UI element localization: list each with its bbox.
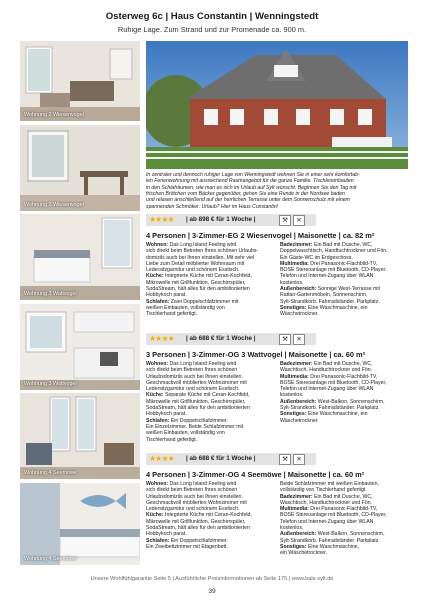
detail-text: ein Wäschetrockner. xyxy=(280,550,327,557)
detail-text: Separate Küche mit Ceran-Kochfeld, xyxy=(163,392,250,399)
detail-text: Eine Waschmaschine, xyxy=(306,543,360,550)
detail-text: Beide Schlafzimmer mit weißen Einbauten, xyxy=(280,481,379,487)
detail-text: BOSE Stereoanlage mit Bluetooth, CD-Player, xyxy=(280,512,387,519)
detail-text: Urlaubsdomizils auch bei Ihnen einstellen. xyxy=(146,493,243,500)
detail-text: Das Long Island Feeling wird xyxy=(168,481,237,487)
detail-block xyxy=(280,261,408,286)
apartment-details-left xyxy=(146,481,274,550)
detail-text: BOSE Stereoanlage mit Bluetooth, CD-Player. xyxy=(280,267,387,274)
detail-text: Ledersitzgarnitur und schönem Esstisch. xyxy=(146,386,240,393)
detail-text: West-Balkon, Sonnenschirm, xyxy=(316,531,385,538)
detail-text: Rattan-Gartenmöbeln, Sonnenschirm, xyxy=(280,292,368,299)
intro-text xyxy=(146,172,408,210)
photo-bedroom xyxy=(20,214,140,300)
intro-line: in den Schlafräumen, wie man es sich im Urlaub auf Sylt wünscht. Beginnen Sie den Tag mit xyxy=(146,184,357,191)
price-label: | ab 688 € für 1 Woche | xyxy=(186,335,256,342)
detail-text: Waschtisch, Handtuchtrockner und Fön. xyxy=(280,367,373,374)
sauna-chair-icon: ⚒ xyxy=(279,215,291,226)
intro-line: frischen Brötchen vom Bäcker gegenüber, gehen Sie eine Runde in der Nordsee baden xyxy=(146,191,345,198)
detail-text: Ein Bad mit Dusche, WC, xyxy=(312,493,373,500)
apartment-details-left xyxy=(146,242,274,318)
detail-text: Tischlerhand gefertigt. xyxy=(146,311,198,318)
intro-line: spannenden Schmöker. Urlaub? Hier im Haus Constantin! xyxy=(146,203,279,210)
detail-block xyxy=(280,374,408,399)
detail-block xyxy=(146,299,274,318)
apartment-title: 4 Personen | 3-Zimmer-OG 4 Seemöwe | Maisonette | ca. 60 m² xyxy=(146,470,365,479)
page-number: 39 xyxy=(208,588,216,595)
detail-label: Außenbereich: xyxy=(280,531,317,538)
detail-text: Ein Doppelschlafzimmer. xyxy=(169,417,228,424)
detail-text: SodaStream, hält alles für den ambitionierten xyxy=(146,405,250,412)
photo-caption: Wohnung 3 Wattvogel xyxy=(24,381,77,387)
detail-text: Hobbykoch parat. xyxy=(146,531,187,538)
photo-living-room xyxy=(20,41,140,121)
detail-label: Außenbereich: xyxy=(280,398,317,405)
detail-text: Geschmackvoll möbliertes Wohnzimmer mit xyxy=(146,499,247,506)
detail-label: Badezimmer: xyxy=(280,242,313,248)
detail-text: Ledersitzgarnitur und schönem Esstisch. xyxy=(146,506,240,513)
photo-bedroom-fish-art xyxy=(20,483,140,565)
detail-text: Ein Gäste-WC im Erdgeschoss. xyxy=(280,254,353,261)
detail-block xyxy=(146,361,274,392)
detail-text: weißen Einbauten, vollständig von xyxy=(146,430,225,437)
detail-label: Sonstiges: xyxy=(280,304,307,311)
pet-allowed-icon: ✕ xyxy=(293,334,305,345)
apartment-details-right xyxy=(280,361,408,424)
detail-text: domizils auch bei Ihnen einstellen. Mit sehr viel xyxy=(146,254,255,261)
photo-dining-room xyxy=(20,125,140,211)
page-subtitle: Ruhige Lage. Zum Strand und zur Promenade ca. 900 m. xyxy=(117,25,307,34)
detail-block xyxy=(280,494,408,507)
detail-text: Telefon und Internet-Zugang über WLAN xyxy=(280,273,374,280)
detail-text: Das Long Island Feeling wird xyxy=(168,242,237,248)
pet-allowed-icon: ✕ xyxy=(293,215,305,226)
detail-text: Ein Doppelschlafzimmer. xyxy=(169,537,228,544)
detail-block xyxy=(146,512,274,537)
detail-text: Ein Bad mit Dusche, WC, xyxy=(312,242,373,248)
detail-text: Eine Waschmaschine, ein xyxy=(306,411,368,418)
detail-text: Geschmackvoll möbliertes Wohnzimmer mit xyxy=(146,379,247,386)
photo-kitchen xyxy=(20,304,140,390)
detail-label: Badezimmer: xyxy=(280,361,313,367)
detail-text: kostenlos. xyxy=(280,392,304,399)
detail-text: Sonnige West-Terrasse mit xyxy=(316,286,380,293)
detail-text: Sylt-Strandkorb. Fahrradständer. Parkplatz. xyxy=(280,537,380,544)
detail-text: sich direkt beim Betreten Ihres schönen xyxy=(146,367,238,374)
detail-label: Küche: xyxy=(146,273,164,280)
detail-text: SodaStream, hält alles für den ambitionierten xyxy=(146,286,250,293)
detail-label: Wohnen: xyxy=(146,361,169,367)
star-rating: ★★★★ xyxy=(149,215,174,224)
detail-text: BOSE Stereoanlage mit Bluetooth, CD-Player, xyxy=(280,379,387,386)
apartment-details-right xyxy=(280,481,408,557)
detail-label: Multimedia: xyxy=(280,373,309,380)
detail-label: Schlafen: xyxy=(146,537,170,544)
detail-text: Tischlerhand gefertigt. xyxy=(146,436,198,443)
detail-block xyxy=(146,538,274,551)
detail-text: Sylt-Strandkorb. Fahrradständer. Parkplatz. xyxy=(280,298,380,305)
price-label: | ab 688 € für 1 Woche | xyxy=(186,455,256,462)
detail-label: Wohnen: xyxy=(146,242,169,248)
detail-text: Ein Bad mit Dusche, WC, xyxy=(312,361,373,367)
detail-text: SodaStream, hält alles für den ambitionierten xyxy=(146,525,250,532)
apartment-details-right xyxy=(280,242,408,318)
star-rating: ★★★★ xyxy=(149,454,174,463)
rating-price-bar xyxy=(146,214,316,226)
detail-text: Telefon und Internet-Zugang über WLAN xyxy=(280,518,374,525)
detail-block xyxy=(280,399,408,412)
detail-block xyxy=(146,481,274,512)
detail-text: Urlaubsdomizils auch bei Ihnen einstellen. xyxy=(146,373,243,380)
detail-block xyxy=(280,242,408,261)
detail-text: Hobbykoch parat. xyxy=(146,292,187,299)
detail-text: Eine Waschmaschine, ein xyxy=(306,304,368,311)
detail-text: sich direkt beim Betreten Ihres schönen Urlaubs- xyxy=(146,248,259,255)
detail-label: Wohnen: xyxy=(146,481,169,487)
detail-text: Das Long Island Feeling wird xyxy=(168,361,237,367)
detail-text: kostenlos. xyxy=(280,525,304,532)
detail-label: Küche: xyxy=(146,512,164,519)
apartment-details-left xyxy=(146,361,274,443)
detail-block xyxy=(146,273,274,298)
page-footer: Unsere Wohlfühlgarantie Seite 5 | Ausführliche Preisinformationen ab Seite 175 | www.bals-sylt.de xyxy=(90,576,334,582)
detail-text: sich direkt beim Betreten Ihres schönen xyxy=(146,487,238,494)
photo-caption: Wohnung 3 Wattvogel xyxy=(24,291,77,297)
detail-text: Zwei Doppelschlafzimmer mit xyxy=(169,298,239,305)
photo-house-exterior xyxy=(146,41,408,169)
detail-text: Mikrowelle mit Grillfunktion, Geschirrspüler, xyxy=(146,518,246,525)
detail-text: Drei Panasonic-Flachbild-TV, xyxy=(308,260,378,267)
detail-text: Wäschetrockner. xyxy=(280,311,319,318)
photo-caption: Wohnung 2 Wiesenvogel xyxy=(24,112,84,118)
detail-text: Drei Panasonic-Flachbild-TV, xyxy=(308,506,378,513)
detail-label: Sonstiges: xyxy=(280,411,307,418)
detail-block xyxy=(280,481,408,494)
detail-text: West-Balkon, Sonnenschirm, xyxy=(316,398,385,405)
detail-text: kostenlos. xyxy=(280,279,304,286)
detail-text: Wäschetrockner. xyxy=(280,417,319,424)
detail-block xyxy=(280,305,408,318)
detail-text: Ein Einzelzimmer. Beide Schlafzimmer mit xyxy=(146,423,244,430)
star-rating: ★★★★ xyxy=(149,334,174,343)
rating-price-bar xyxy=(146,333,316,345)
detail-block xyxy=(280,286,408,305)
detail-block xyxy=(280,531,408,544)
intro-line: und relaxen anschließend auf der herrlichen Terrasse unter dem Sonnenschutz mit einem xyxy=(146,197,350,204)
apartment-title: 3 Personen | 3-Zimmer-OG 3 Wattvogel | Maisonette | ca. 60 m² xyxy=(146,350,366,359)
rating-price-bar xyxy=(146,453,316,465)
detail-text: Mikrowelle mit Grillfunktion, Geschirrspüler, xyxy=(146,279,246,286)
detail-block xyxy=(280,506,408,531)
detail-label: Multimedia: xyxy=(280,506,309,513)
detail-block xyxy=(280,361,408,374)
price-label: | ab 898 € für 1 Woche | xyxy=(186,216,256,223)
detail-text: Telefon und Internet-Zugang über WLAN xyxy=(280,386,374,393)
detail-text: Integrierte Küche mit Ceran-Kochfeld, xyxy=(163,512,252,519)
detail-label: Badezimmer: xyxy=(280,493,313,500)
photo-caption: Wohnung 4 Seemöwe xyxy=(24,470,77,476)
sauna-chair-icon: ⚒ xyxy=(279,334,291,345)
detail-block xyxy=(280,411,408,424)
detail-text: Liebe zum Detail möblierter Wohnraum mit xyxy=(146,260,245,267)
detail-text: Drei Panasonic-Flachbild-TV, xyxy=(308,373,378,380)
detail-label: Schlafen: xyxy=(146,298,170,305)
sauna-chair-icon: ⚒ xyxy=(279,454,291,465)
photo-caption: Wohnung 2 Wiesenvogel xyxy=(24,202,84,208)
detail-block xyxy=(146,242,274,273)
page-title: Osterweg 6c | Haus Constantin | Wenningstedt xyxy=(105,11,319,22)
detail-label: Außenbereich: xyxy=(280,286,317,293)
detail-label: Sonstiges: xyxy=(280,543,307,550)
intro-line: len Ferienwohnung mit ausreichend Raumangebot für die ganze Familie. Tischlereinbauten xyxy=(146,178,354,185)
detail-text: vollständig von Tischlerhand gefertigt. xyxy=(280,487,367,494)
detail-text: Sylt-Strandkorb. Fahrradständer. Parkplatz. xyxy=(280,405,380,412)
detail-block xyxy=(146,392,274,417)
detail-block xyxy=(146,418,274,443)
photo-caption: Wohnung 4 Seemöwe xyxy=(24,556,77,562)
detail-text: Ledersitzgarnitur und schönem Esstisch. xyxy=(146,267,240,274)
detail-text: Doppelwaschtisch, Handtuchtrockner und Fön. xyxy=(280,248,388,255)
detail-text: Integrierte Küche mit Ceran-Kochfeld, xyxy=(163,273,252,280)
detail-text: Hobbykoch parat. xyxy=(146,411,187,418)
detail-label: Schlafen: xyxy=(146,417,170,424)
detail-text: Mikrowelle mit Grillfunktion, Geschirrspüler, xyxy=(146,398,246,405)
detail-text: weißen Einbauten, vollständig von xyxy=(146,304,225,311)
detail-label: Multimedia: xyxy=(280,260,309,267)
intro-line: In zentraler und dennoch ruhiger Lage von Wenningstedt wohnen Sie in einer sehr komfortab- xyxy=(146,172,360,178)
detail-text: Ein Zweibettzimmer mit Etagenbett. xyxy=(146,543,228,550)
pet-allowed-icon: ✕ xyxy=(293,454,305,465)
detail-text: Waschtisch, Handtuchtrockner und Fön. xyxy=(280,499,373,506)
apartment-title: 4 Personen | 3-Zimmer-EG 2 Wiesenvogel | Maisonette | ca. 82 m² xyxy=(146,231,375,240)
detail-block xyxy=(280,544,408,557)
photo-living-area xyxy=(20,393,140,479)
detail-label: Küche: xyxy=(146,392,164,399)
